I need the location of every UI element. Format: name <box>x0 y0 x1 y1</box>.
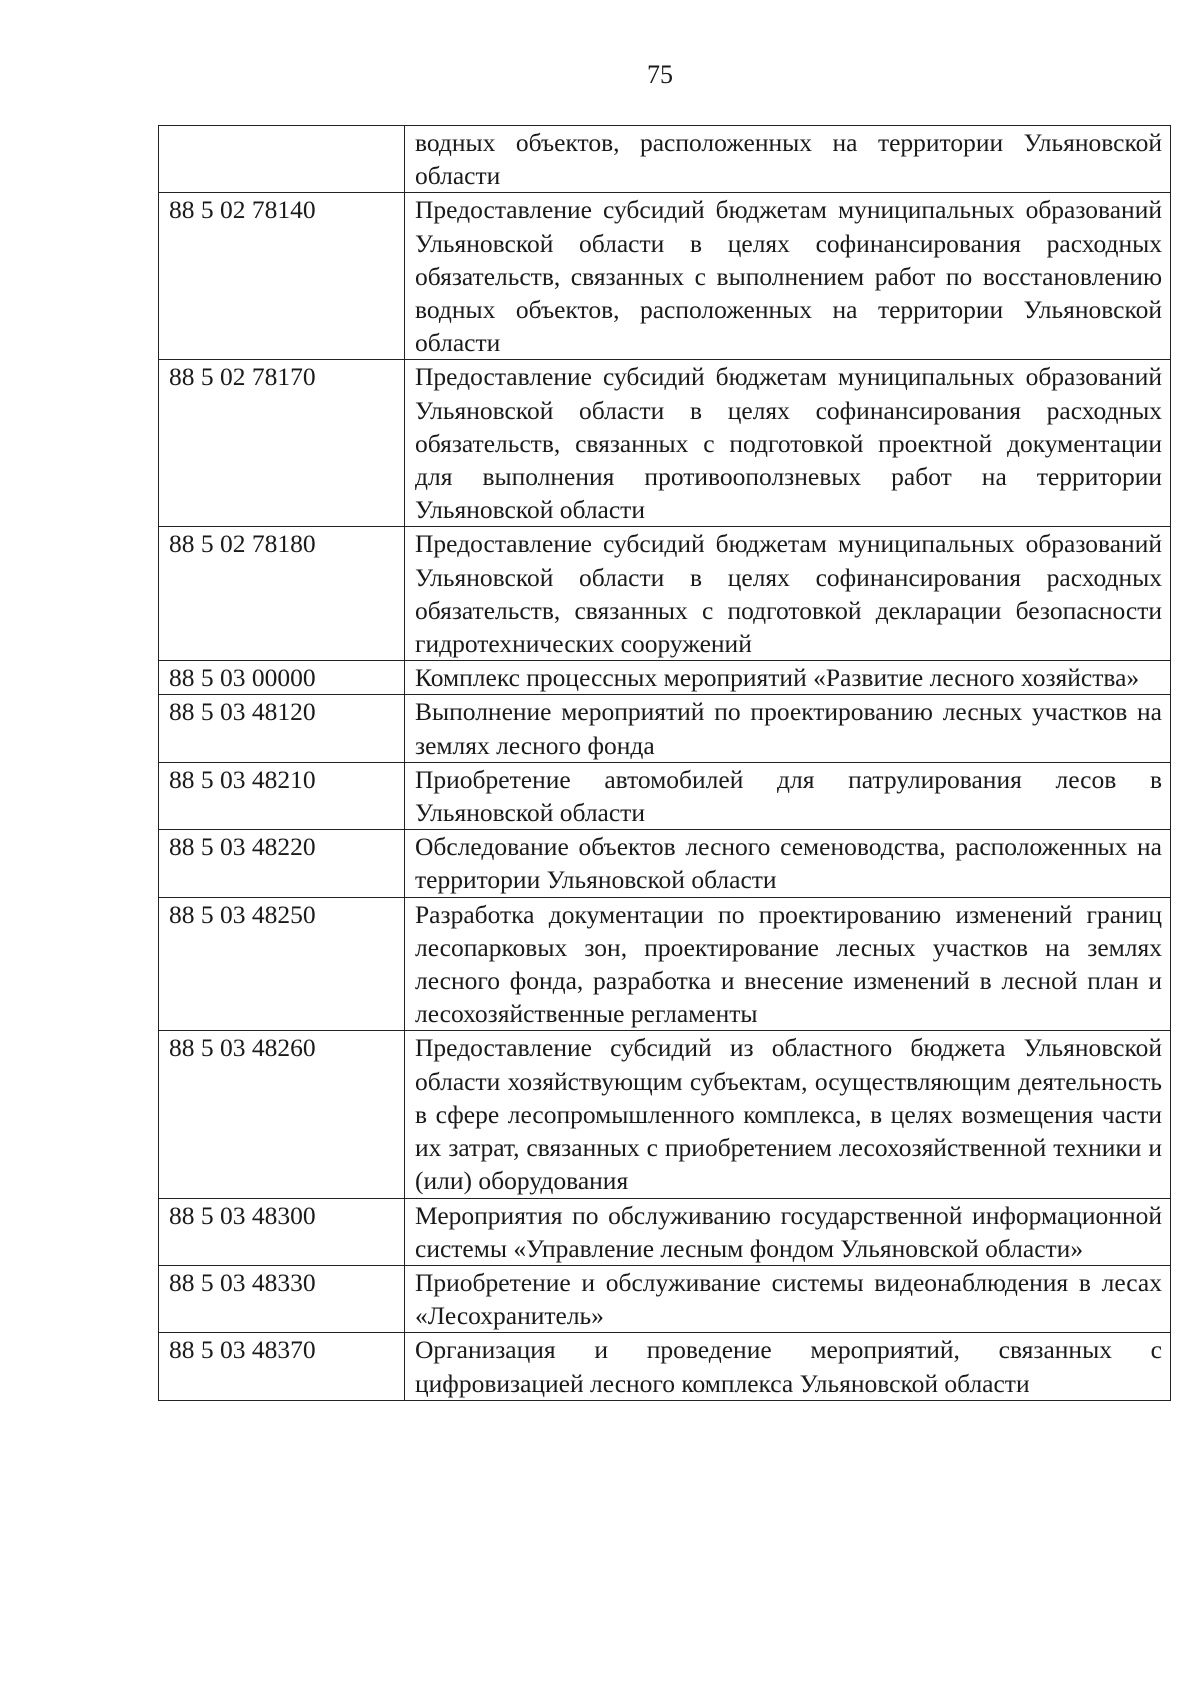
description-cell: Приобретение автомобилей для патрулирования лесов в Ульяновской области <box>405 762 1171 829</box>
table-row <box>159 193 1171 360</box>
table-row <box>159 1198 1171 1265</box>
code-cell: 88 5 03 48260 <box>159 1031 405 1198</box>
description-cell: Приобретение и обслуживание системы видеонаблюдения в лесах «Лесохранитель» <box>405 1265 1171 1332</box>
code-cell: 88 5 02 78140 <box>159 193 405 360</box>
code-cell: 88 5 03 48300 <box>159 1198 405 1265</box>
table-row <box>159 1265 1171 1332</box>
description-cell: водных объектов, расположенных на территории Ульяновской области <box>405 126 1171 193</box>
table-row <box>159 360 1171 527</box>
description-cell: Организация и проведение мероприятий, связанных с цифровизацией лесного комплекса Ульяновской области <box>405 1333 1171 1400</box>
description-cell: Выполнение мероприятий по проектированию лесных участков на землях лесного фонда <box>405 695 1171 762</box>
table-row <box>159 1333 1171 1400</box>
code-cell: 88 5 03 48220 <box>159 830 405 897</box>
table-row <box>159 897 1171 1031</box>
table-row <box>159 661 1171 695</box>
description-cell: Комплекс процессных мероприятий «Развитие лесного хозяйства» <box>405 661 1171 695</box>
table-row <box>159 695 1171 762</box>
description-cell: Обследование объектов лесного семеноводства, расположенных на территории Ульяновской области <box>405 830 1171 897</box>
description-cell: Разработка документации по проектированию изменений границ лесопарковых зон, проектирование лесных участков на землях лесного фонда, разработка и внесение изменений в лесной план и лесохозяйственные регламенты <box>405 897 1171 1031</box>
code-cell: 88 5 03 48120 <box>159 695 405 762</box>
code-cell: 88 5 03 48250 <box>159 897 405 1031</box>
code-cell: 88 5 02 78170 <box>159 360 405 527</box>
description-cell: Предоставление субсидий из областного бюджета Ульяновской области хозяйствующим субъектам, осуществляющим деятельность в сфере лесопромышленного комплекса, в целях возмещения части их затрат, связанных с приобретением лесохозяйственной техники и (или) оборудования <box>405 1031 1171 1198</box>
code-cell: 88 5 03 00000 <box>159 661 405 695</box>
code-cell <box>159 126 405 193</box>
description-cell: Предоставление субсидий бюджетам муниципальных образований Ульяновской области в целях софинансирования расходных обязательств, связанных с выполнением работ по восстановлению водных объектов, расположенных на территории Ульяновской области <box>405 193 1171 360</box>
description-cell: Мероприятия по обслуживанию государственной информационной системы «Управление лесным фондом Ульяновской области» <box>405 1198 1171 1265</box>
table-body <box>159 126 1171 1401</box>
description-cell: Предоставление субсидий бюджетам муниципальных образований Ульяновской области в целях софинансирования расходных обязательств, связанных с подготовкой декларации безопасности гидротехнических сооружений <box>405 527 1171 661</box>
code-cell: 88 5 03 48330 <box>159 1265 405 1332</box>
code-cell: 88 5 02 78180 <box>159 527 405 661</box>
table-row <box>159 126 1171 193</box>
budget-classification-table <box>158 125 1171 1401</box>
description-cell: Предоставление субсидий бюджетам муниципальных образований Ульяновской области в целях софинансирования расходных обязательств, связанных с подготовкой проектной документации для выполнения противооползневых работ на территории Ульяновской области <box>405 360 1171 527</box>
table-row <box>159 1031 1171 1198</box>
table-row <box>159 762 1171 829</box>
code-cell: 88 5 03 48210 <box>159 762 405 829</box>
table-row <box>159 830 1171 897</box>
table-row <box>159 527 1171 661</box>
page-number: 75 <box>647 60 673 89</box>
code-cell: 88 5 03 48370 <box>159 1333 405 1400</box>
